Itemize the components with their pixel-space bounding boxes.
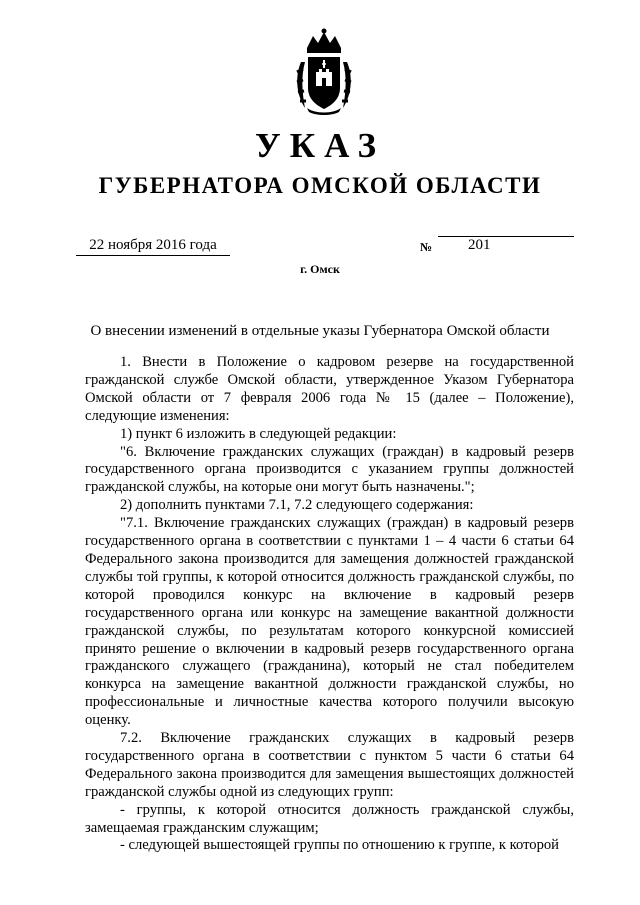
decree-subject: О внесении изменений в отдельные указы Губернатора Омской области: [90, 323, 550, 339]
decree-body: [85, 354, 574, 855]
body-paragraph: 7.2. Включение гражданских служащих в кадровый резерв государственного органа в соответствии с пунктом 5 части 6 статьи 64 Федерального закона производится для замещения вышестоящих должностей гражданской службы одной из следующих групп:: [85, 730, 574, 800]
body-paragraph: "6. Включение гражданских служащих (граждан) в кадровый резерв государственного органа производится с указанием группы должностей гражданской службы, на которые они могут быть назначены.";: [85, 443, 574, 496]
coat-of-arms-icon: [293, 28, 355, 116]
decree-number: 201: [468, 237, 491, 253]
document-title: УКАЗ: [255, 126, 385, 165]
decree-city: г. Омск: [300, 262, 340, 276]
decree-number-line: [438, 236, 574, 253]
body-paragraph: - группы, к которой относится должность гражданской службы, замещаемая гражданским служащим;: [85, 801, 574, 836]
decree-number-label: №: [420, 240, 433, 254]
body-paragraph: 1) пункт 6 изложить в следующей редакции:: [120, 425, 397, 442]
decree-date: 22 ноября 2016 года: [76, 236, 230, 256]
body-paragraph: "7.1. Включение гражданских служащих (граждан) в кадровый резерв государственного органа в соответствии с пунктами 1 – 4 части 6 статьи 64 Федерального закона производится для замещения должностей гражданской службы той группы, к которой относится должность гражданской службы, по которой проводился конкурс на включение в кадровый резерв государственного органа или конкурс на замещение вакантной должности гражданской службы, по результатам которого конкурсной комиссией принято решение о включении в кадровый резерв государственного органа гражданского служащего (гражданина), который не стал победителем конкурса на замещение вакантной должности гражданской службы, но профессиональные и личностные качества которого получили высокую оценку.: [85, 515, 574, 729]
body-paragraph: 2) дополнить пунктами 7.1, 7.2 следующего содержания:: [120, 497, 474, 514]
body-paragraph: - следующей вышестоящей группы по отношению к группе, к которой: [120, 837, 559, 854]
document-subtitle: ГУБЕРНАТОРА ОМСКОЙ ОБЛАСТИ: [98, 173, 542, 198]
body-paragraph: 1. Внести в Положение о кадровом резерве на государственной гражданской службе Омской области, утвержденное Указом Губернатора Омской области от 7 февраля 2006 года № 15 (далее – Положение), следующие изменения:: [85, 354, 574, 424]
